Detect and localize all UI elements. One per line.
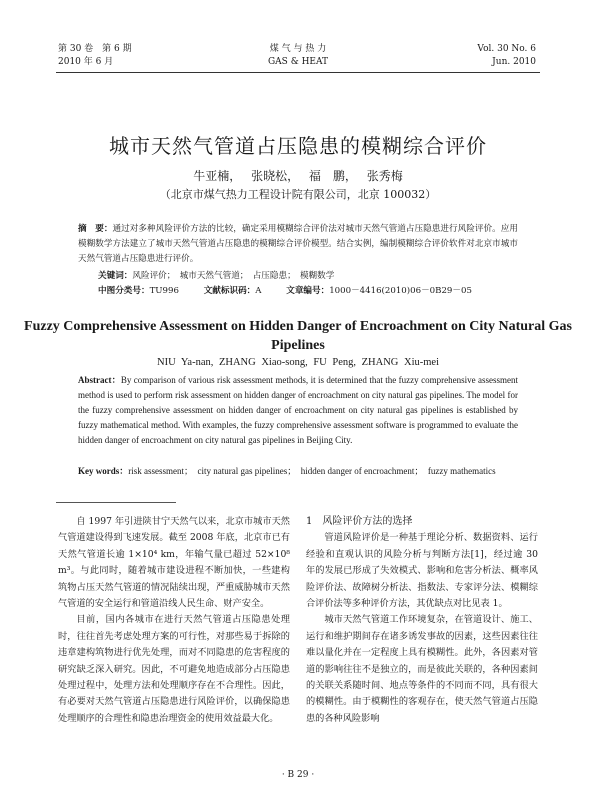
header-rule: [56, 72, 540, 73]
body-column-left: [58, 514, 290, 727]
classification-cn: [98, 284, 472, 299]
header-date-cn: 2010 年 6 月: [58, 57, 114, 67]
abstract-en: [78, 373, 518, 448]
title-cn: 城市天然气管道占压隐患的模糊综合评价: [109, 134, 487, 158]
keywords-en-label: Key words：: [78, 466, 129, 476]
authors-cn: 牛亚楠， 张晓松， 福 鹏， 张秀梅: [193, 169, 403, 183]
footnote-rule: [56, 502, 176, 503]
body-paragraph: 目前，国内各城市在进行天然气管道占压隐患处理时，往往首先考虑处理方案的可行性，对那些易于拆除的违章建构筑物进行优先处理，而对不同隐患的危害程度的研究缺乏深入研究。因此，不可避免地造成部分占压隐患处理过程中，处理方法和处理顺序存在不合理性。因此，有必要对天然气管道占压隐患进行风险评价，以确保隐患处理顺序的合理性和隐患治理资金的使用效益最大化。: [58, 614, 290, 724]
abstract-cn-label: 摘 要：: [78, 224, 113, 234]
article-number-label: 文章编号：: [286, 286, 330, 296]
doc-code-value: A: [255, 286, 262, 296]
affiliation-cn: （北京市煤气热力工程设计院有限公司，北京 100032）: [159, 188, 437, 201]
body-paragraph: 城市天然气管道工作环境复杂，在管道设计、施工、运行和维护期间存在诸多诱发事故的因素，这些因素往往难以量化并在一定程度上具有模糊性。此外，各因素对管道的影响往往不是独立的，而是彼此关联的，各种因素间的关联关系随时间、地点等条件的不同而不同，具有很大的模糊性。由于模糊性的客观存在，使天然气管道占压隐患的各种风险影响: [306, 614, 538, 724]
header-volume-en: Vol. 30 No. 6: [477, 44, 536, 54]
article-number-value: 1000－4416(2010)06－0B29－05: [329, 286, 472, 296]
title-en: Fuzzy Comprehensive Assessment on Hidden Danger of Encroachment on City Natural Gas Pipelines: [24, 319, 572, 353]
abstract-en-text: By comparison of various risk assessment methods, it is determined that the fuzzy comprehensive assessment method is used to perform risk assessment on hidden danger of encroachment on city natural gas pipelines. The model for the fuzzy comprehensive assessment on hidden danger of encroachment on city natural gas pipelines is established by fuzzy mathematical method. With examples, the fuzzy comprehensive assessment software is programmed to evaluate the hidden danger of encroachment on city natural gas pipelines in Beijing City.: [78, 375, 518, 445]
header-journal-cn: 煤 气 与 热 力: [269, 44, 327, 54]
keywords-cn-label: 关键词：: [98, 271, 133, 281]
doc-code-label: 文献标识码：: [203, 286, 256, 296]
header-date-en: Jun. 2010: [492, 57, 536, 67]
abstract-cn: [78, 222, 518, 267]
clc-value: TU996: [149, 286, 179, 296]
page-number: · B 29 ·: [281, 770, 315, 780]
authors-en: NIU Ya-nan, ZHANG Xiao-song, FU Peng, ZHANG Xiu-mei: [156, 357, 440, 368]
keywords-cn-text: 风险评价； 城市天然气管道； 占压隐患； 模糊数学: [132, 271, 335, 281]
keywords-en-text: risk assessment； city natural gas pipelines； hidden danger of encroachment； fuzzy mathematics: [128, 466, 496, 476]
header-volume-cn: 第 30 卷 第 6 期: [58, 44, 132, 54]
body-column-right: [306, 514, 538, 727]
header-volume-en-block: [477, 43, 536, 69]
header-journal-en: GAS & HEAT: [267, 57, 329, 67]
body-paragraph: 管道风险评价是一种基于理论分析、数据资料、运行经验和直观认识的风险分析与判断方法[1]，经过逾 30 年的发展已形成了失效模式、影响和危害分析法、概率风险评价法、故障树分析法、指数法、专家评分法、模糊综合评价法等多种评价方法，其优缺点对比见表 1。: [306, 532, 538, 610]
abstract-en-label: Abstract：: [78, 375, 121, 385]
keywords-cn: [98, 269, 334, 284]
body-paragraph: 自 1997 年引进陕甘宁天然气以来，北京市城市天然气管道建设得到飞速发展。截至 2008 年底，北京市已有天然气管道长逾 1×10⁴ km，年输气量已超过 52×10⁸ m³。与此同时，随着城市建设进程不断加快，一些建构筑物占压天然气管道的情况陆续出现，严重威胁城市天然气管道的安全运行和管道沿线人民生命、财产安全。: [58, 516, 290, 610]
abstract-cn-text: 通过对多种风险评价方法的比较，确定采用模糊综合评价法对城市天然气管道占压隐患进行风险评价。应用模糊数学方法建立了城市天然气管道占压隐患的模糊综合评价模型。结合实例，编制模糊综合评价软件对北京市城市天然气管道占压隐患进行评价。: [78, 224, 518, 264]
section-title: 1 风险评价方法的选择: [306, 516, 413, 527]
clc-label: 中图分类号：: [98, 286, 150, 296]
keywords-en: [78, 464, 518, 479]
